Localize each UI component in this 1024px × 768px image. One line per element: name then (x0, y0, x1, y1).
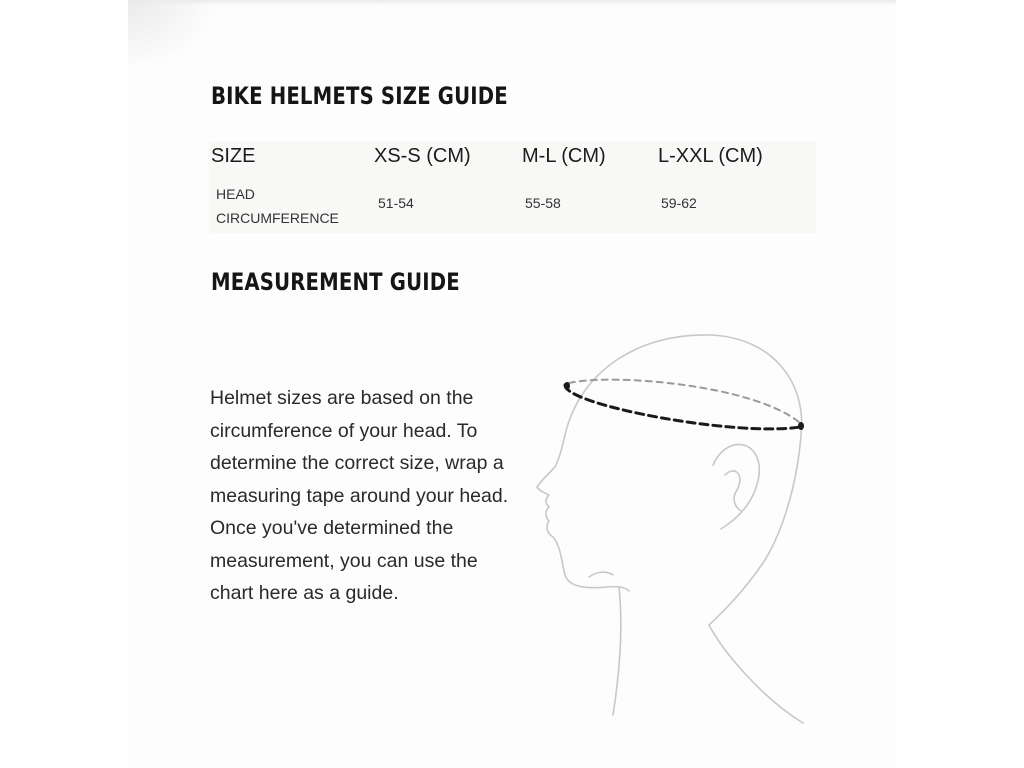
value-l-xxl: 59-62 (661, 195, 697, 211)
measurement-instructions: Helmet sizes are based on the circumference of your head. To determine the correct size, wrap a measuring tape around your head. Once you've determined the measurement, you can use the chart here as a guide. (210, 387, 509, 604)
value-m-l: 55-58 (525, 195, 561, 211)
header-xs-s: XS-S (CM) (374, 145, 471, 167)
row-label-line: CIRCUMFERENCE (216, 210, 339, 226)
tape-end-icon (564, 382, 570, 390)
size-guide-title: BIKE HELMETS SIZE GUIDE (211, 82, 508, 110)
row-label-head-circumference (216, 182, 339, 230)
left-margin (0, 0, 128, 768)
top-divider (128, 0, 896, 6)
corner-shading (128, 0, 218, 70)
header-size: SIZE (211, 145, 256, 167)
head-outline-icon (537, 335, 803, 723)
header-l-xxl: L-XXL (CM) (658, 145, 763, 167)
head-profile-with-measuring-tape-icon (525, 325, 825, 735)
size-table (209, 141, 816, 233)
value-xs-s: 51-54 (378, 195, 414, 211)
row-label-line: HEAD (216, 186, 255, 202)
tape-end-icon (798, 422, 804, 430)
measuring-tape-icon (565, 385, 800, 429)
measurement-guide-title: MEASUREMENT GUIDE (211, 268, 460, 296)
measuring-tape-back-icon (569, 380, 800, 423)
header-m-l: M-L (CM) (522, 145, 606, 167)
